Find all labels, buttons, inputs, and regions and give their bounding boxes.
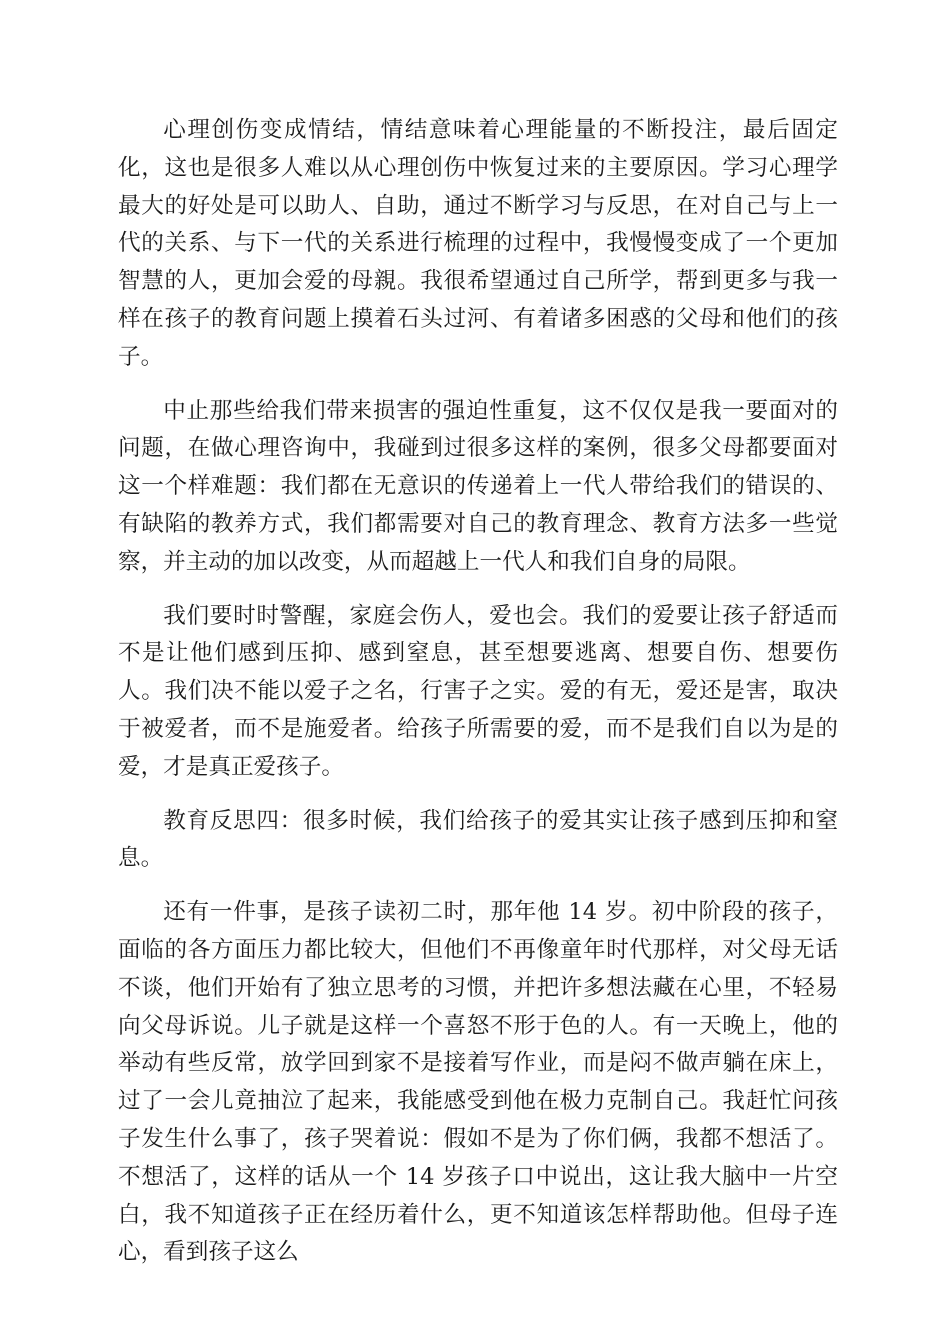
paragraph-4-heading: 教育反思四：很多时候，我们给孩子的爱其实让孩子感到压抑和窒息。	[118, 807, 838, 872]
paragraph-5: 还有一件事，是孩子读初二时，那年他 14 岁。初中阶段的孩子，面临的各方面压力都比较大，但他们不再像童年时代那样，对父母无话不谈，他们开始有了独立思考的习惯，并把许多想法藏在心里，不轻易向父母诉说。儿子就是这样一个喜怒不形于色的人。有一天晚上，他的举动有些反常，放学回到家不是接着写作业，而是闷不做声躺在床上，过了一会儿竟抽泣了起来，我能感受到他在极力克制自己。我赶忙问孩子发生什么事了，孩子哭着说：假如不是为了你们俩，我都不想活了。不想活了，这样的话从一个 14 岁孩子口中说出，这让我大脑中一片空白，我不知道孩子正在经历着什么，更不知道该怎样帮助他。但母子连心，看到孩子这么	[118, 899, 838, 1266]
paragraph-3: 我们要时时警醒，家庭会伤人，爱也会。我们的爱要让孩子舒适而不是让他们感到压抑、感到窒息，甚至想要逃离、想要自伤、想要伤人。我们决不能以爱子之名，行害子之实。爱的有无，爱还是害，取决于被爱者，而不是施爱者。给孩子所需要的爱，而不是我们自以为是的爱，才是真正爱孩子。	[118, 602, 838, 780]
paragraph-2: 中止那些给我们带来损害的强迫性重复，这不仅仅是我一要面对的问题，在做心理咨询中，我碰到过很多这样的案例，很多父母都要面对这一个样难题：我们都在无意识的传递着上一代人带给我们的错误的、有缺陷的教养方式，我们都需要对自己的教育理念、教育方法多一些觉察，并主动的加以改变，从而超越上一代人和我们自身的局限。	[118, 397, 838, 575]
paragraph-1: 心理创伤变成情结，情结意味着心理能量的不断投注，最后固定化，这也是很多人难以从心理创伤中恢复过来的主要原因。学习心理学最大的好处是可以助人、自助，通过不断学习与反思，在对自己与上一代的关系、与下一代的关系进行梳理的过程中，我慢慢变成了一个更加智慧的人，更加会爱的母親。我很希望通过自己所学，帮到更多与我一样在孩子的教育问题上摸着石头过河、有着诸多困惑的父母和他们的孩子。	[118, 117, 838, 370]
document-body	[118, 112, 838, 1288]
